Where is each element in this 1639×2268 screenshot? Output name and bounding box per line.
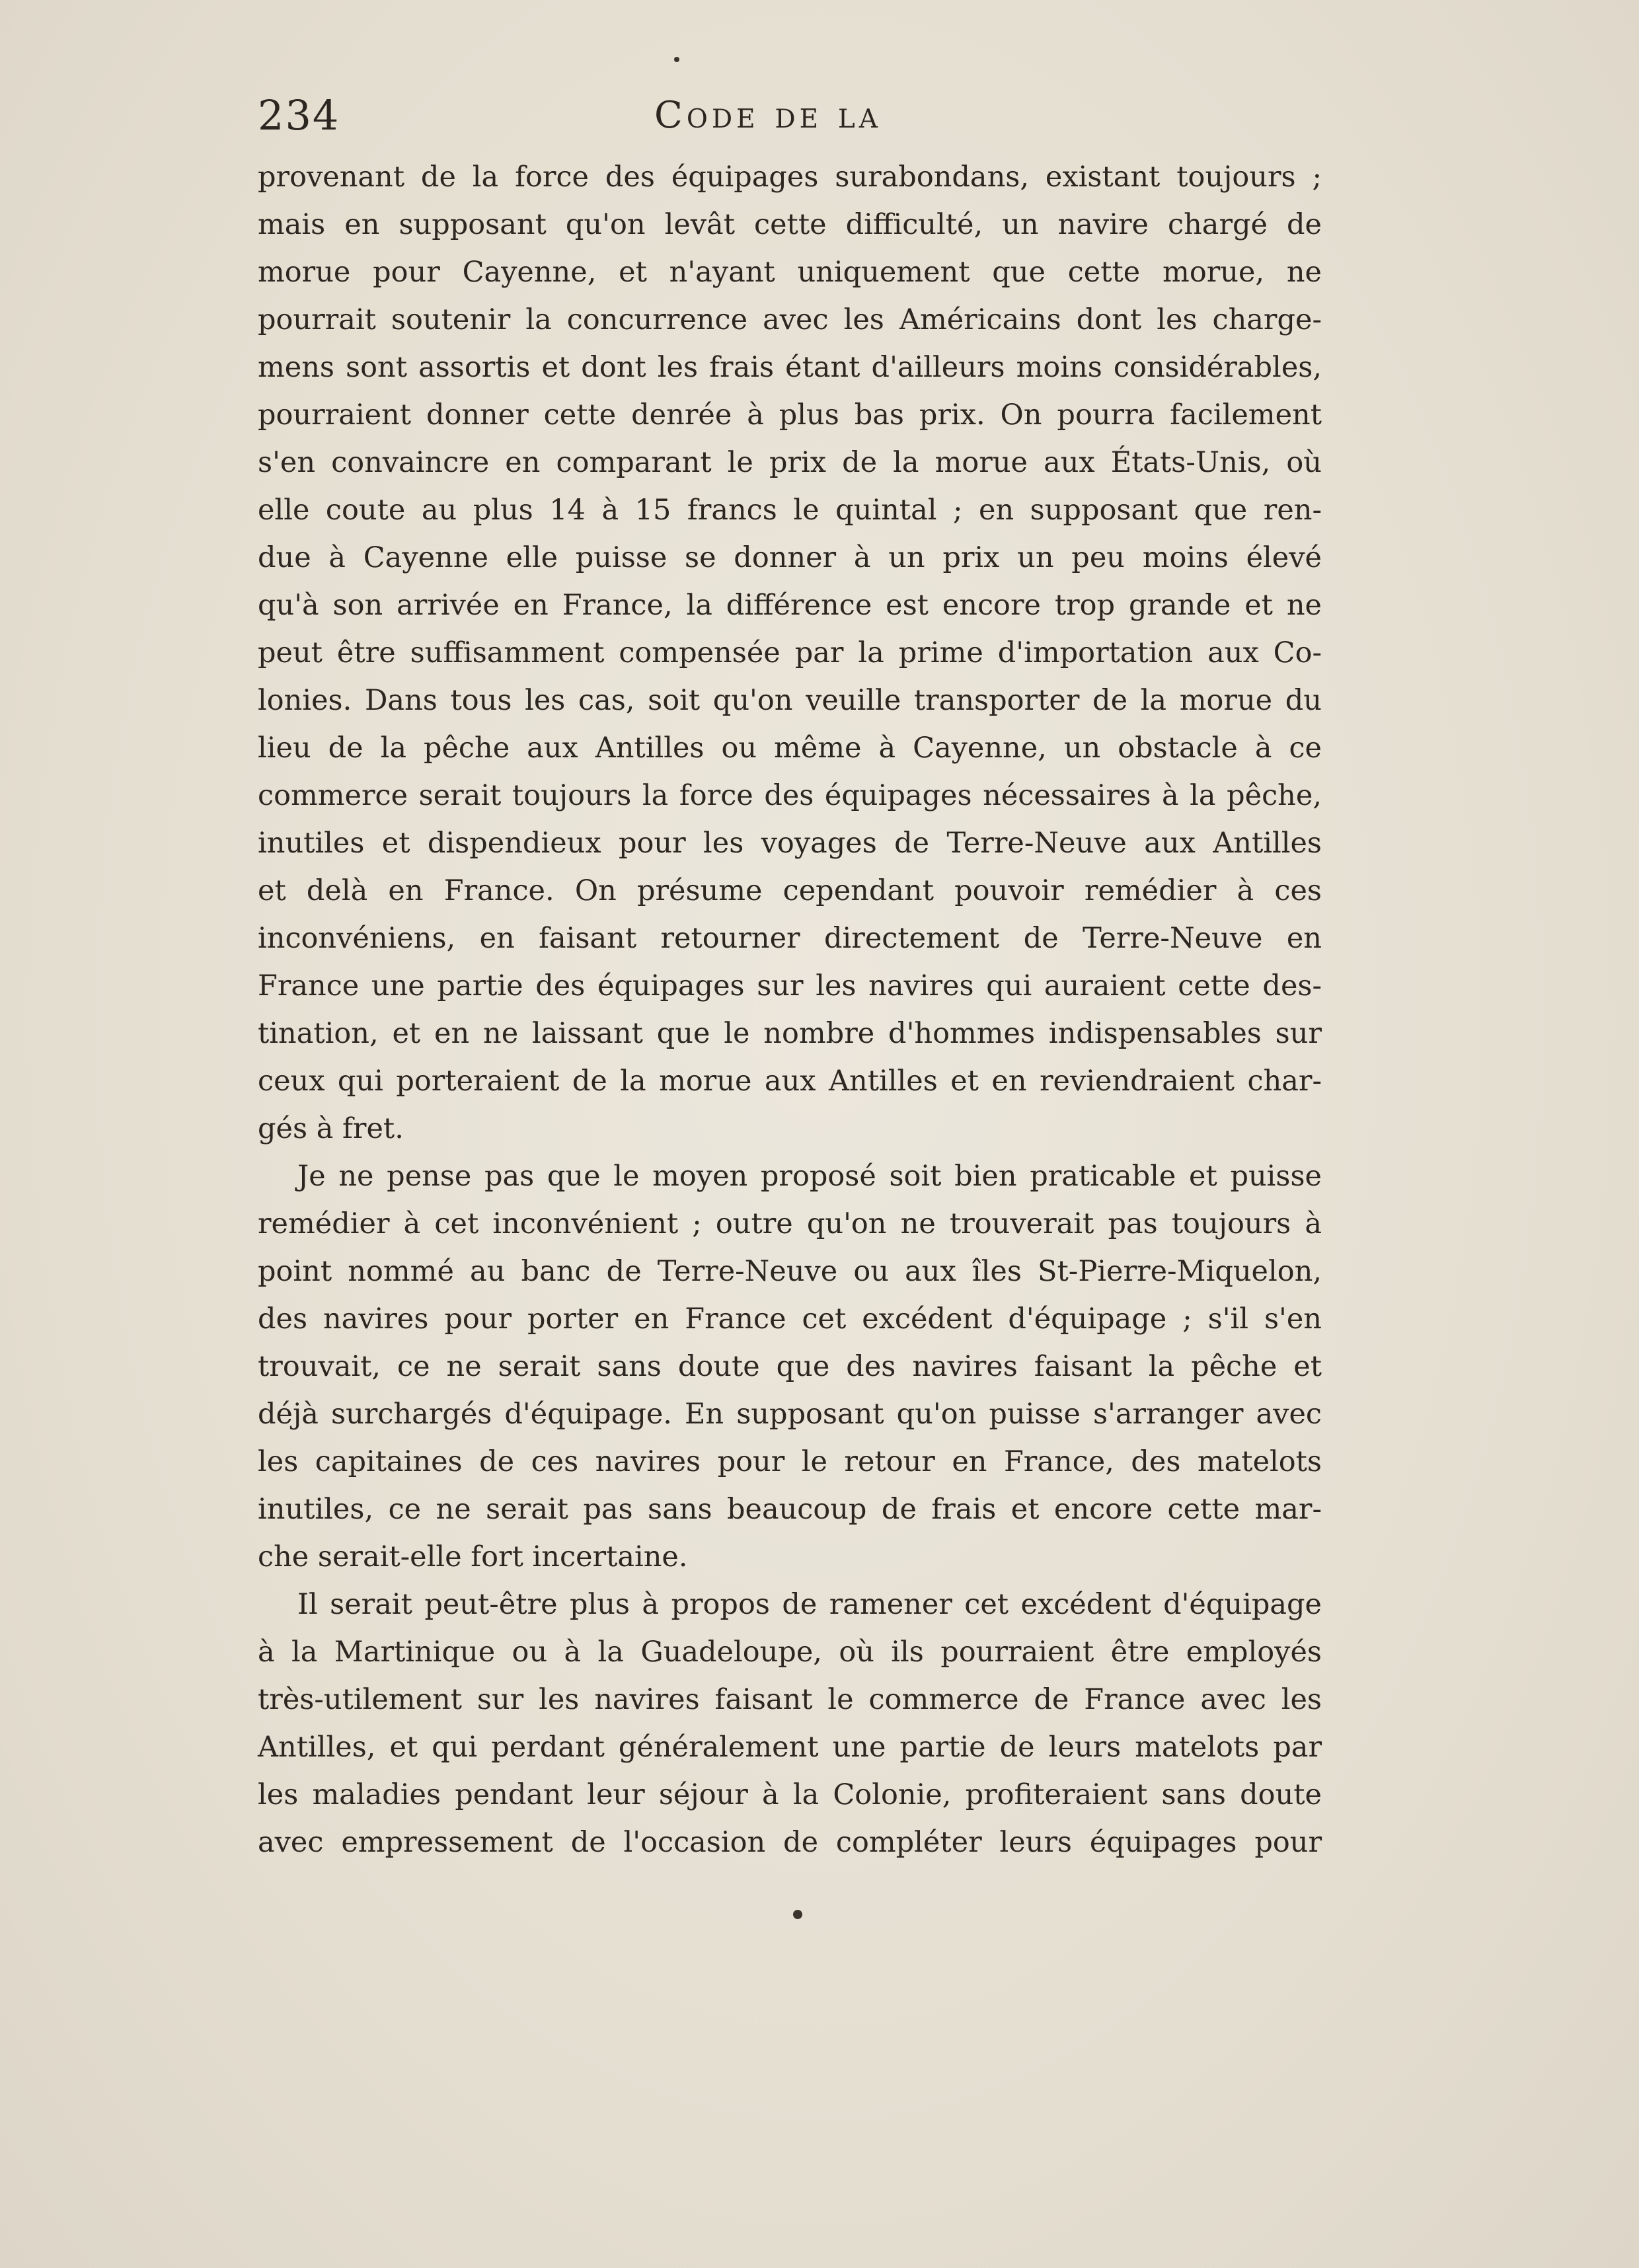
text-line: morue pour Cayenne, et n'ayant uniquement que cette morue, ne [258, 256, 1322, 289]
running-head: Code de la [654, 94, 882, 137]
text-line: tination, et en ne laissant que le nombre d'hommes indispensables sur [258, 1017, 1322, 1050]
text-line: elle coute au plus 14 à 15 francs le quintal ; en supposant que ren- [258, 494, 1322, 527]
text-line: pourraient donner cette denrée à plus bas prix. On pourra facilement [258, 398, 1322, 432]
ink-speck-bottom [793, 1910, 802, 1919]
paragraph-3 [258, 1581, 1322, 1866]
text-line: à la Martinique ou à la Guadeloupe, où ils pourraient être employés [258, 1636, 1322, 1669]
text-line: les maladies pendant leur séjour à la Colonie, profiteraient sans doute [258, 1778, 1322, 1811]
text-line: déjà surchargés d'équipage. En supposant qu'on puisse s'arranger avec [258, 1398, 1322, 1431]
text-line: Je ne pense pas que le moyen proposé soit bien praticable et puisse [297, 1160, 1322, 1193]
text-line: che serait-elle fort incertaine. [258, 1540, 688, 1573]
paragraph-1 [258, 153, 1322, 1153]
text-line: inutiles et dispendieux pour les voyages de Terre-Neuve aux Antilles [258, 827, 1322, 860]
text-line: s'en convaincre en comparant le prix de la morue aux États-Unis, où [258, 446, 1322, 479]
text-line: lonies. Dans tous les cas, soit qu'on veuille transporter de la morue du [258, 684, 1322, 717]
text-line: inutiles, ce ne serait pas sans beaucoup de frais et encore cette mar- [258, 1493, 1322, 1526]
text-line: remédier à cet inconvénient ; outre qu'on ne trouverait pas toujours à [258, 1207, 1322, 1240]
text-line: provenant de la force des équipages surabondans, existant toujours ; [258, 161, 1322, 194]
text-line: qu'à son arrivée en France, la différence est encore trop grande et ne [258, 589, 1322, 622]
text-line: commerce serait toujours la force des équipages nécessaires à la pêche, [258, 779, 1322, 812]
text-line: inconvéniens, en faisant retourner directement de Terre-Neuve en [258, 922, 1322, 955]
text-line: Antilles, et qui perdant généralement une partie de leurs matelots par [258, 1731, 1322, 1764]
text-line: avec empressement de l'occasion de compléter leurs équipages pour [258, 1826, 1322, 1859]
text-line: due à Cayenne elle puisse se donner à un prix un peu moins élevé [258, 541, 1322, 574]
text-line: mens sont assortis et dont les frais étant d'ailleurs moins considérables, [258, 351, 1322, 384]
paragraph-2 [258, 1153, 1322, 1581]
text-line: les capitaines de ces navires pour le retour en France, des matelots [258, 1445, 1322, 1478]
page-header [258, 89, 1328, 142]
text-line: gés à fret. [258, 1112, 404, 1145]
text-line: point nommé au banc de Terre-Neuve ou aux îles St-Pierre-Miquelon, [258, 1255, 1322, 1288]
text-line: ceux qui porteraient de la morue aux Antilles et en reviendraient char- [258, 1065, 1322, 1098]
body-text [258, 153, 1322, 1866]
text-line: et delà en France. On présume cependant pouvoir remédier à ces [258, 874, 1322, 907]
text-line: des navires pour porter en France cet excédent d'équipage ; s'il s'en [258, 1303, 1322, 1336]
page-number: 234 [258, 91, 340, 139]
text-line: France une partie des équipages sur les navires qui auraient cette des- [258, 969, 1322, 1002]
text-line: pourrait soutenir la concurrence avec les Américains dont les charge- [258, 303, 1322, 336]
text-line: mais en supposant qu'on levât cette difficulté, un navire chargé de [258, 208, 1322, 241]
text-line: peut être suffisamment compensée par la prime d'importation aux Co- [258, 636, 1322, 669]
text-line: Il serait peut-être plus à propos de ramener cet excédent d'équipage [297, 1588, 1322, 1621]
text-line: lieu de la pêche aux Antilles ou même à Cayenne, un obstacle à ce [258, 732, 1322, 765]
text-line: très-utilement sur les navires faisant le commerce de France avec les [258, 1683, 1322, 1716]
ink-speck-top [674, 57, 679, 62]
text-line: trouvait, ce ne serait sans doute que des navires faisant la pêche et [258, 1350, 1322, 1383]
